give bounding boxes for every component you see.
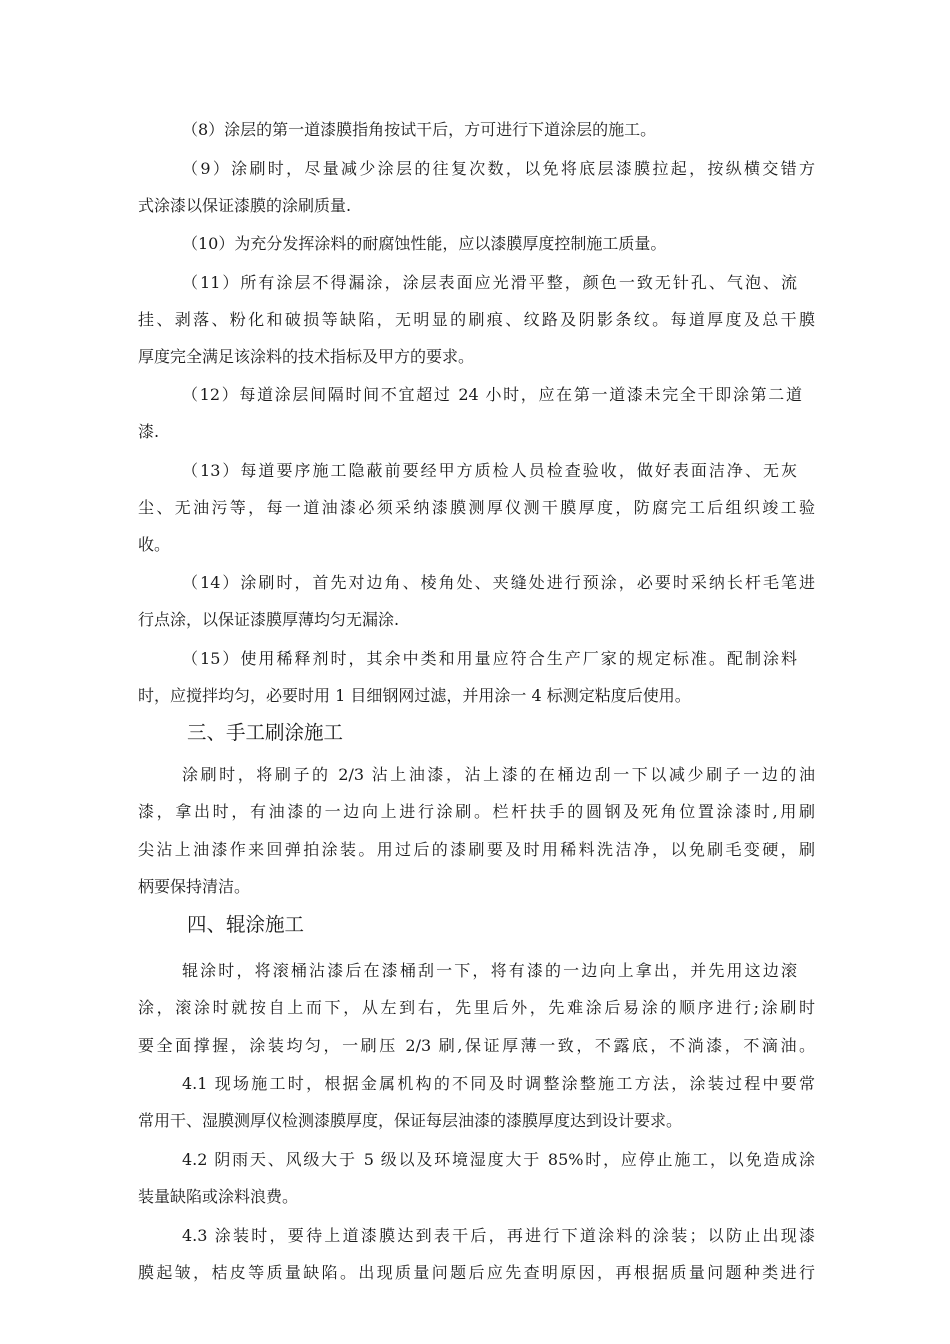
item-11-line-2: 挂、剥落、粉化和破损等缺陷，无明显的刷痕、纹路及阴影条纹。每道厚度及总干膜 [138,310,815,329]
item-4-3-line-1: 4.3 涂装时，要待上道漆膜达到表干后，再进行下道涂料的涂装；以防止出现漆 [182,1226,815,1245]
item-4-1-line-2: 常用干、湿膜测厚仪检测漆膜厚度，保证每层油漆的漆膜厚度达到设计要求。 [138,1111,683,1130]
section-3-heading: 三、手工刷涂施工 [187,721,344,744]
item-15-line-1: （15）使用稀释剂时，其余中类和用量应符合生产厂家的规定标准。配制涂料 [182,649,797,668]
item-8-line-1: （8）涂层的第一道漆膜指角按试干后，方可进行下道涂层的施工。 [182,120,657,139]
section-3-line-2: 漆，拿出时，有油漆的一边向上进行涂刷。栏杆扶手的圆钢及死角位置涂漆时,用刷 [138,802,815,821]
item-12-line-2: 漆. [138,422,160,441]
item-4-2-line-2: 装量缺陷或涂料浪费。 [138,1187,299,1206]
item-14-line-1: （14）涂刷时，首先对边角、棱角处、夹缝处进行预涂，必要时采纳长杆毛笔进 [182,573,815,592]
item-4-2-line-1: 4.2 阴雨天、风级大于 5 级以及环境湿度大于 85%时，应停止施工，以免造成涂 [182,1150,815,1169]
item-13-line-2: 尘、无油污等，每一道油漆必须采纳漆膜测厚仪测干膜厚度，防腐完工后组织竣工验 [138,498,815,517]
section-3-line-3: 尖沾上油漆作来回弹拍涂装。用过后的漆刷要及时用稀料洗洁净，以免刷毛变硬，刷 [138,840,815,859]
section-3-line-4: 柄要保持清洁。 [138,877,251,896]
item-13-line-1: （13）每道要序施工隐蔽前要经甲方质检人员检查验收，做好表面洁净、无灰 [182,461,797,480]
section-4-line-1: 辊涂时，将滚桶沾漆后在漆桶刮一下，将有漆的一边向上拿出，并先用这边滚 [182,961,797,980]
item-14-line-2: 行点涂，以保证漆膜厚薄均匀无漏涂. [138,610,400,629]
section-4-line-2: 涂，滚涂时就按自上而下，从左到右，先里后外，先难涂后易涂的顺序进行;涂刷时 [138,998,815,1017]
item-4-3-line-2: 膜起皱，桔皮等质量缺陷。出现质量问题后应先查明原因，再根据质量问题种类进行 [138,1263,815,1282]
section-4-heading: 四、辊涂施工 [187,913,305,936]
section-3-line-1: 涂刷时，将刷子的 2/3 沾上油漆，沾上漆的在桶边刮一下以减少刷子一边的油 [182,765,815,784]
item-13-line-3: 收。 [138,535,171,554]
item-11-line-3: 厚度完全满足该涂料的技术指标及甲方的要求。 [138,347,475,366]
item-12-line-1: （12）每道涂层间隔时间不宜超过 24 小时，应在第一道漆未完全干即涂第二道 [182,385,802,404]
item-9-line-2: 式涂漆以保证漆膜的涂刷质量. [138,196,352,215]
item-9-line-1: （9）涂刷时，尽量减少涂层的往复次数，以免将底层漆膜拉起，按纵横交错方 [182,159,815,178]
item-10-line-1: （10）为充分发挥涂料的耐腐蚀性能，应以漆膜厚度控制施工质量。 [182,234,667,253]
item-15-line-2: 时，应搅拌均匀，必要时用 1 目细钢网过滤，并用涂一 4 标测定粘度后使用。 [138,686,691,705]
item-11-line-1: （11）所有涂层不得漏涂，涂层表面应光滑平整，颜色一致无针孔、气泡、流 [182,273,797,292]
section-4-line-3: 要全面撑握，涂装均匀，一刷压 2/3 刷,保证厚薄一致，不露底，不淌漆，不滴油。 [138,1036,815,1055]
item-4-1-line-1: 4.1 现场施工时，根据金属机构的不同及时调整涂整施工方法，涂装过程中要常 [182,1074,815,1093]
